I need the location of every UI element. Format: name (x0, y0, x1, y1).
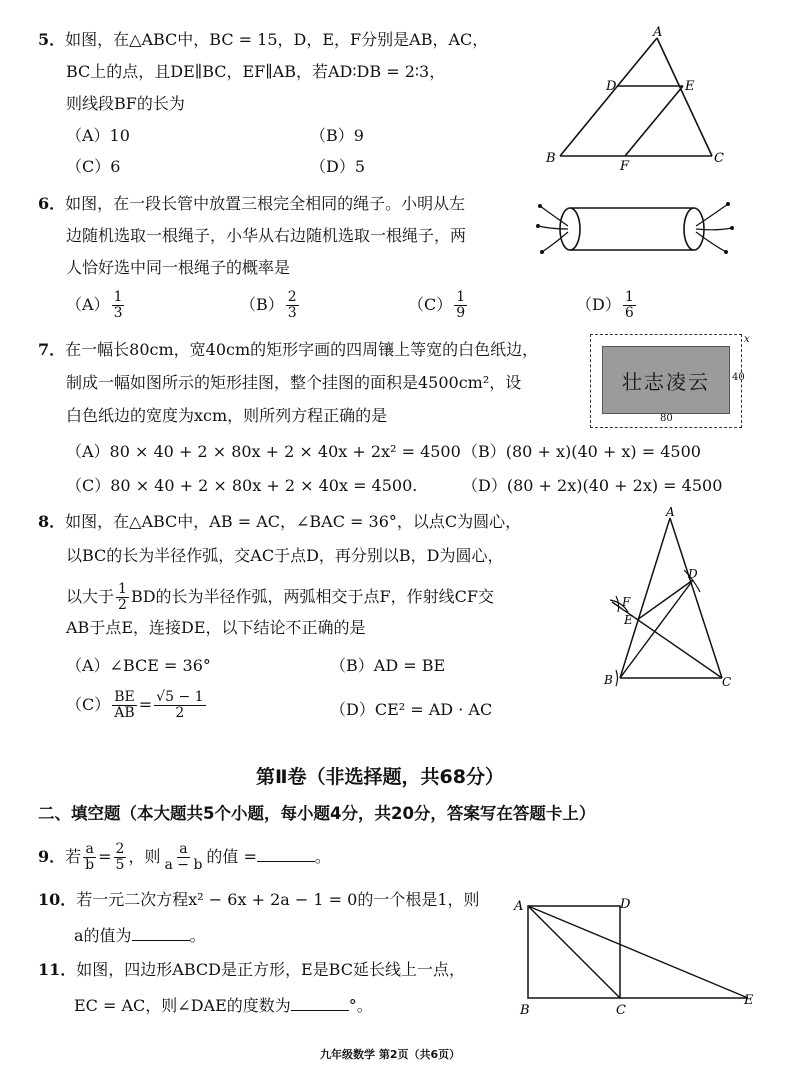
q7-calligraphy-text: 壮志凌云 (622, 369, 710, 394)
q10-line1: 10．若一元二次方程x² − 6x + 2a − 1 = 0的一个根是1，则 (38, 890, 480, 909)
q7-line1: 7．在一幅长80cm，宽40cm的矩形字画的四周镶上等宽的白色纸边， (38, 340, 539, 359)
q8-line1: 8．如图，在△ABC中，AB = AC，∠BAC = 36°，以点C为圆心， (38, 512, 522, 531)
q8-label-d: D (688, 567, 698, 581)
q6-option-b: （B） $\frac{2}{3}$ (240, 289, 297, 321)
q5-option-a: （A）10 (66, 126, 130, 145)
q7-option-c: （C）80 × 40 + 2 × 80x + 2 × 40x = 4500. (66, 476, 418, 495)
q7-dim-width: 80 (660, 413, 673, 424)
q10-line2: a的值为 。 (74, 926, 206, 945)
q6-line3: 人恰好选中同一根绳子的概率是 (66, 258, 291, 277)
page-footer: 九年级数学 第2页（共6页） (320, 1048, 461, 1061)
q5-label-d: D (606, 79, 617, 94)
q8-option-a: （A）∠BCE = 36° (66, 656, 211, 675)
q11-label-d: D (620, 897, 631, 912)
q8-label-e: E (624, 613, 633, 627)
q5-label-b: B (546, 151, 556, 166)
q5-label-f: F (620, 159, 630, 174)
q6-line2: 边随机选取一根绳子，小华从右边随机选取一根绳子，两 (66, 226, 467, 245)
q5-triangle-figure (540, 24, 730, 174)
q8-label-a: A (666, 505, 675, 519)
q11-label-c: C (616, 1003, 626, 1018)
q5-line2: BC上的点，且DE∥BC，EF∥AB，若AD∶DB = 2∶3， (66, 62, 446, 81)
q6-line1: 6．如图，在一段长管中放置三根完全相同的绳子。小明从左 (38, 194, 466, 213)
q7-calligraphy-panel (602, 346, 730, 414)
q6-option-a: （A） $\frac{1}{3}$ (66, 289, 123, 321)
q7-option-b: （B）(80 + x)(40 + x) = 4500 (462, 442, 701, 461)
q8-option-b: （B）AD = BE (330, 656, 446, 675)
q9-line: 9．若 $\frac{a}{b}$ = $\frac{2}{5}$ ，则 $\frac{a}{a - b}$ 的值 = 。 (38, 841, 331, 873)
q5-option-b: （B）9 (310, 126, 364, 145)
q5-option-d: （D）5 (310, 157, 366, 176)
q8-label-c: C (722, 675, 732, 689)
q9-answer-blank (257, 847, 315, 862)
section-2-title: 第Ⅱ卷（非选择题，共68分） (256, 766, 504, 788)
q8-line4: AB于点E，连接DE，以下结论不正确的是 (66, 618, 366, 637)
q8-option-d: （D）CE² = AD · AC (330, 700, 493, 719)
q8-label-f: F (622, 595, 631, 609)
q5-label-e: E (685, 79, 695, 94)
q11-line1: 11．如图，四边形ABCD是正方形，E是BC延长线上一点， (38, 960, 465, 979)
fill-in-section-heading: 二、填空题（本大题共5个小题，每小题4分，共20分，答案写在答题卡上） (38, 804, 596, 823)
q8-line2: 以BC的长为半径作弧，交AC于点D，再分别以B，D为圆心， (66, 546, 504, 565)
q6-option-d: （D） $\frac{1}{6}$ (576, 289, 634, 321)
q7-line3: 白色纸边的宽度为xcm，则所列方程正确的是 (66, 406, 388, 425)
q10-answer-blank (132, 926, 190, 941)
q5-option-c: （C）6 (66, 157, 121, 176)
q7-option-a: （A）80 × 40 + 2 × 80x + 2 × 40x + 2x² = 4500 (66, 442, 461, 461)
q7-option-d: （D）(80 + 2x)(40 + 2x) = 4500 (462, 476, 723, 495)
q11-answer-blank (291, 996, 349, 1011)
q11-square-figure (510, 890, 760, 1020)
q5-label-c: C (714, 151, 724, 166)
q5-label-a: A (653, 25, 663, 40)
q6-option-c: （C） $\frac{1}{9}$ (408, 289, 466, 321)
q11-line2: EC = AC，则∠DAE的度数为 °。 (74, 996, 373, 1015)
q6-pipe-figure (536, 186, 756, 276)
q7-dim-x: x (744, 334, 750, 345)
q8-option-c: （C） $\frac{BE}{AB}$ = $\frac{√5 - 1}{2}$ (66, 689, 204, 721)
q11-label-a: A (514, 899, 524, 914)
q5-line1: 5．如图，在△ABC中，BC = 15，D，E，F分别是AB，AC， (38, 30, 489, 49)
q11-label-e: E (744, 993, 754, 1008)
q7-dim-height: 40 (732, 372, 745, 383)
q7-line2: 制成一幅如图所示的矩形挂图，整个挂图的面积是4500cm²，设 (66, 373, 522, 392)
q8-triangle-figure (596, 504, 746, 690)
q8-line3: 以大于 $\frac{1}{2}$ BD的长为半径作弧，两弧相交于点F，作射线CF交 (66, 581, 494, 613)
q11-label-b: B (520, 1003, 530, 1018)
q8-label-b: B (604, 673, 613, 687)
q5-line3: 则线段BF的长为 (66, 94, 185, 113)
